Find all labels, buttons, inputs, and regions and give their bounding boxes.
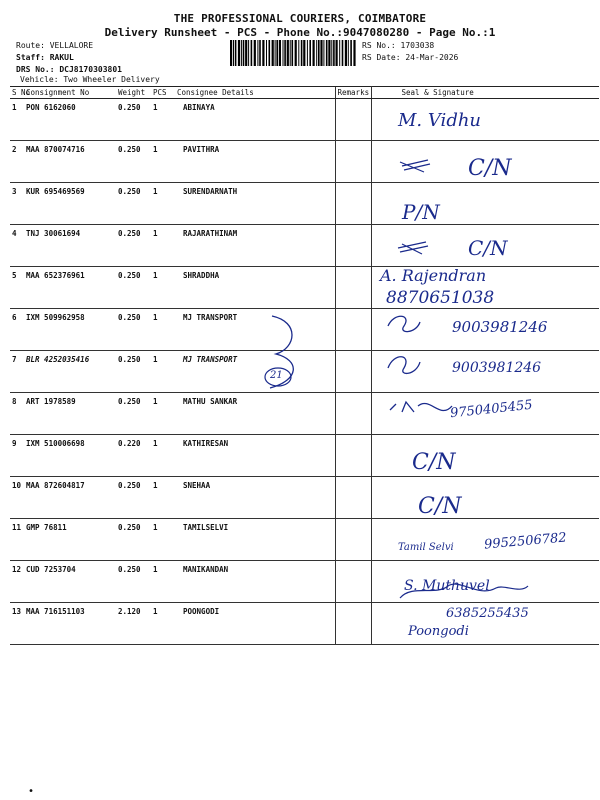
row-pcs: 1 (151, 309, 175, 351)
row-remarks (335, 393, 371, 435)
header-seal-signature: Seal & Signature (371, 87, 599, 99)
row-weight: 0.250 (116, 519, 151, 561)
row-remarks (335, 183, 371, 225)
barcode-bar (318, 40, 320, 66)
barcode-bar (248, 40, 249, 66)
row-consignee: MJ TRANSPORT (175, 309, 335, 351)
row-weight: 0.250 (116, 477, 151, 519)
row-consignee: TAMILSELVI (175, 519, 335, 561)
row-sno: 11 (10, 519, 24, 561)
barcode-bar (350, 40, 352, 66)
runsheet-subtitle: Delivery Runsheet - PCS - Phone No.:9047080280 - Page No.:1 (104, 26, 496, 39)
barcode-bar (333, 40, 335, 66)
row-sno: 8 (10, 393, 24, 435)
barcode-bar (284, 40, 286, 66)
row-weight: 2.120 (116, 603, 151, 645)
row-weight: 0.250 (116, 309, 151, 351)
row-sno: 4 (10, 225, 24, 267)
row-remarks (335, 267, 371, 309)
row-consignee: ABINAYA (175, 99, 335, 141)
row-remarks (335, 141, 371, 183)
row-pcs: 1 (151, 141, 175, 183)
barcode-bar (309, 40, 311, 66)
vehicle-label: Vehicle: Two Wheeler Delivery (20, 75, 160, 84)
barcode-bar (230, 40, 232, 66)
barcode-bar (320, 40, 322, 66)
barcode-bar (348, 40, 349, 66)
row-weight: 0.250 (116, 351, 151, 393)
barcode-bar (262, 40, 264, 66)
row-pcs: 1 (151, 183, 175, 225)
row-pcs: 1 (151, 99, 175, 141)
barcode-bar (259, 40, 261, 66)
row-pcs: 1 (151, 435, 175, 477)
row-consignee: POONGODI (175, 603, 335, 645)
barcode-bar (345, 40, 347, 66)
row-consignee: MATHU SANKAR (175, 393, 335, 435)
row-pcs: 1 (151, 603, 175, 645)
row-weight: 0.250 (116, 99, 151, 141)
row-weight: 0.250 (116, 561, 151, 603)
page-mark: • (28, 786, 35, 797)
barcode-bar (251, 40, 253, 66)
row-remarks (335, 309, 371, 351)
row-consignment-no: CUD 7253704 (24, 561, 116, 603)
barcode-bar (339, 40, 340, 66)
row-weight: 0.250 (116, 141, 151, 183)
barcode-bar (235, 40, 237, 66)
barcode-bar (245, 40, 247, 66)
row-consignment-no: PON 6162060 (24, 99, 116, 141)
barcode-bar (279, 40, 281, 66)
barcode-bar (298, 40, 299, 66)
barcode-bar (316, 40, 317, 66)
table-row (10, 267, 599, 309)
row-consignment-no: BLR 4252035416 (24, 351, 116, 393)
rs-date: RS Date: 24-Mar-2026 (362, 53, 459, 62)
barcode-bar (241, 40, 242, 66)
barcode-bar (275, 40, 276, 66)
row-consignee: RAJARATHINAM (175, 225, 335, 267)
barcode-bar (328, 40, 330, 66)
table-row (10, 183, 599, 225)
signature-row-13: Poongodi (408, 624, 469, 639)
row-sno: 6 (10, 309, 24, 351)
row-consignment-no: MAA 870074716 (24, 141, 116, 183)
barcode-bar (266, 40, 267, 66)
row-sno: 2 (10, 141, 24, 183)
row-remarks (335, 561, 371, 603)
row-sno: 9 (10, 435, 24, 477)
row-pcs: 1 (151, 267, 175, 309)
barcode-bar (290, 40, 291, 66)
barcode-bar (238, 40, 240, 66)
row-sno: 7 (10, 351, 24, 393)
row-sno: 3 (10, 183, 24, 225)
barcode-bar (307, 40, 308, 66)
circled-number: 21 (270, 370, 283, 381)
staff-label: Staff: RAKUL (16, 53, 74, 62)
signature-row-11-phone: 9952506782 (483, 530, 568, 553)
table-row (10, 477, 599, 519)
row-consignment-no: TNJ 30061694 (24, 225, 116, 267)
row-consignee: PAVITHRA (175, 141, 335, 183)
signature-row-8-phone: 9750405455 (449, 397, 534, 422)
row-consignment-no: ART 1978589 (24, 393, 116, 435)
barcode-bar (313, 40, 315, 66)
barcode-bar (254, 40, 256, 66)
signature-row-11-name: Tamil Selvi (398, 542, 454, 553)
table-header-row (10, 87, 599, 99)
row-consignment-no: IXM 510006698 (24, 435, 116, 477)
rs-number: RS No.: 1703038 (362, 41, 435, 50)
barcode-bar (269, 40, 271, 66)
row-remarks (335, 603, 371, 645)
header-pcs: PCS (151, 87, 175, 99)
remark-row-9: C/N (412, 450, 456, 475)
signature-row-6-phone: 9003981246 (452, 318, 548, 336)
row-pcs: 1 (151, 351, 175, 393)
row-consignee: SNEHAA (175, 477, 335, 519)
remark-row-4: C/N (468, 236, 508, 260)
row-remarks (335, 435, 371, 477)
signature-row-5-name: A. Rajendran (380, 266, 487, 285)
row-sno: 1 (10, 99, 24, 141)
barcode-image (230, 40, 358, 66)
barcode-bar (287, 40, 289, 66)
row-remarks (335, 519, 371, 561)
row-remarks (335, 99, 371, 141)
barcode-bar (243, 40, 245, 66)
header-remarks: Remarks (335, 87, 371, 99)
barcode-bar (353, 40, 355, 66)
barcode-bar (276, 40, 278, 66)
row-consignee: KATHIRESAN (175, 435, 335, 477)
remark-row-3: P/N (402, 200, 440, 224)
row-consignee: MANIKANDAN (175, 561, 335, 603)
row-pcs: 1 (151, 225, 175, 267)
barcode-bar (295, 40, 297, 66)
barcode-bar (331, 40, 332, 66)
barcode-bar (292, 40, 294, 66)
signature-row-12-name: S. Muthuvel (404, 578, 490, 594)
row-consignment-no: IXM 509962958 (24, 309, 116, 351)
table-row (10, 99, 599, 141)
row-weight: 0.250 (116, 393, 151, 435)
header-weight: Weight (116, 87, 151, 99)
row-consignment-no: MAA 716151103 (24, 603, 116, 645)
drs-number: DRS No.: DCJ8170303801 (16, 65, 122, 74)
table-row (10, 225, 599, 267)
barcode-bar (326, 40, 328, 66)
header-sno: S No (12, 88, 31, 97)
barcode-bar (272, 40, 274, 66)
row-sno: 10 (10, 477, 24, 519)
row-seal-signature (371, 435, 599, 477)
row-seal-signature (371, 477, 599, 519)
barcode-bar (323, 40, 324, 66)
row-remarks (335, 225, 371, 267)
table-row (10, 561, 599, 603)
signature-row-7-phone: 9003981246 (452, 360, 542, 376)
row-weight: 0.250 (116, 225, 151, 267)
route-label: Route: VELLALORE (16, 41, 94, 50)
row-pcs: 1 (151, 519, 175, 561)
row-pcs: 1 (151, 561, 175, 603)
row-consignment-no: GMP 76811 (24, 519, 116, 561)
row-sno: 13 (10, 603, 24, 645)
table-row (10, 435, 599, 477)
row-weight: 0.220 (116, 435, 151, 477)
remark-row-10: C/N (418, 494, 462, 519)
row-consignee: SURENDARNATH (175, 183, 335, 225)
row-consignee: MJ TRANSPORT (175, 351, 335, 393)
signature-row-1: M. Vidhu (398, 110, 482, 131)
signature-row-12-phone: 6385255435 (446, 606, 529, 621)
signature-row-5-phone: 8870651038 (386, 288, 495, 308)
row-consignment-no: MAA 872604817 (24, 477, 116, 519)
row-consignment-no: KUR 695469569 (24, 183, 116, 225)
barcode-bar (257, 40, 258, 66)
barcode-bar (342, 40, 344, 66)
barcode-bar (233, 40, 234, 66)
row-remarks (335, 477, 371, 519)
header-consignee: Consignee Details (175, 87, 335, 99)
row-remarks (335, 351, 371, 393)
row-pcs: 1 (151, 477, 175, 519)
barcode-bar (301, 40, 303, 66)
row-sno: 12 (10, 561, 24, 603)
remark-row-2: C/N (468, 156, 512, 181)
row-consignee: SHRADDHA (175, 267, 335, 309)
barcode-bar (303, 40, 305, 66)
row-consignment-no: MAA 652376961 (24, 267, 116, 309)
row-sno: 5 (10, 267, 24, 309)
row-weight: 0.250 (116, 183, 151, 225)
row-weight: 0.250 (116, 267, 151, 309)
header-consignment: Consignment No (24, 87, 116, 99)
barcode-bar (336, 40, 338, 66)
row-pcs: 1 (151, 393, 175, 435)
company-title: THE PROFESSIONAL COURIERS, COIMBATORE (173, 12, 427, 25)
barcode-bar (283, 40, 284, 66)
